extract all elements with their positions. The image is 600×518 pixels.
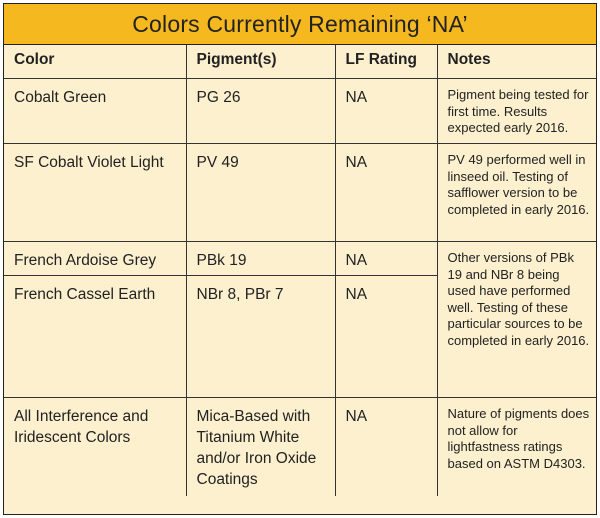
table-title: Colors Currently Remaining ‘NA’ [4, 4, 596, 45]
table-frame [3, 3, 597, 515]
cell-lf-rating: NA [335, 398, 437, 496]
header-pigments: Pigment(s) [186, 45, 335, 79]
cell-color: French Cassel Earth [4, 276, 186, 398]
cell-pigments: Mica-Based with Titanium White and/or Iron Oxide Coatings [186, 398, 335, 496]
table-row [4, 242, 596, 276]
table-row [4, 144, 596, 242]
cell-pigments: PV 49 [186, 144, 335, 242]
cell-pigments: NBr 8, PBr 7 [186, 276, 335, 398]
cell-lf-rating: NA [335, 242, 437, 276]
cell-lf-rating: NA [335, 276, 437, 398]
header-notes: Notes [437, 45, 596, 79]
cell-notes: PV 49 performed well in linseed oil. Testing of safflower version to be completed in early 2016. [437, 144, 596, 242]
colors-table [4, 45, 596, 496]
cell-notes: Other versions of PBk 19 and NBr 8 being used have performed well. Testing of these particular sources to be completed in early 2016. [437, 242, 596, 398]
header-row [4, 45, 596, 79]
header-lf-rating: LF Rating [335, 45, 437, 79]
cell-color: SF Cobalt Violet Light [4, 144, 186, 242]
header-color: Color [4, 45, 186, 79]
cell-pigments: PG 26 [186, 79, 335, 144]
table-row [4, 79, 596, 144]
cell-color: Cobalt Green [4, 79, 186, 144]
cell-color: All Interference and Iridescent Colors [4, 398, 186, 496]
table-row [4, 398, 596, 496]
cell-notes: Nature of pigments does not allow for lightfastness ratings based on ASTM D4303. [437, 398, 596, 496]
cell-lf-rating: NA [335, 144, 437, 242]
cell-pigments: PBk 19 [186, 242, 335, 276]
cell-color: French Ardoise Grey [4, 242, 186, 276]
cell-notes: Pigment being tested for first time. Results expected early 2016. [437, 79, 596, 144]
cell-lf-rating: NA [335, 79, 437, 144]
